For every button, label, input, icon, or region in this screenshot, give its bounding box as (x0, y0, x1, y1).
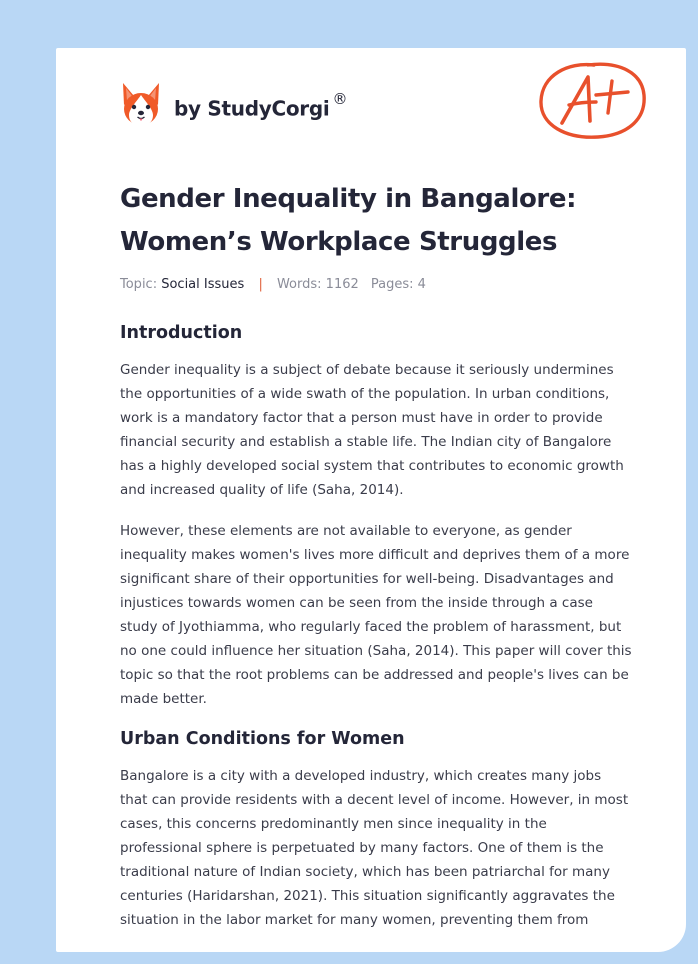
paragraph: Bangalore is a city with a developed industry, which creates many jobs that can provide residents with a decent level of income. However, in most cases, this concerns predominantly men since inequality in the professional sphere is perpetuated by many factors. One of them is the traditional nature of Indian society, which has been patriarchal for many centuries (Haridarshan, 2021). This situation significantly aggravates the situation in the labor market for many women, preventing them from (120, 768, 629, 928)
corgi-logo-icon[interactable] (120, 81, 162, 129)
document-page (56, 48, 686, 952)
brand-name[interactable]: by StudyCorgi ® (174, 89, 348, 121)
word-count: Words: 1162 (276, 277, 359, 292)
a-plus-grade-icon (536, 59, 650, 143)
meta-separator: | (258, 277, 263, 292)
paragraph: Gender inequality is a subject of debate because it seriously undermines the opportunities of a wide swath of the population. In urban conditions, work is a mandatory factor that a person must have in order to provide financial security and establish a stable life. The Indian city of Bangalore has a highly developed social system that contributes to economic growth and increased quality of life (Saha, 2014). (120, 362, 624, 498)
registered-mark: ® (332, 89, 348, 108)
topic-label: Topic: (120, 277, 158, 292)
topic-link[interactable]: Social Issues (161, 277, 245, 292)
article-meta (120, 276, 632, 294)
page-count: Pages: 4 (370, 277, 426, 292)
paragraph: However, these elements are not available to everyone, as gender inequality makes women's lives more difficult and deprives them of a more significant share of their opportunities for well-being. Disadvantages and injustices towards women can be seen from the inside through a case study of Jyothiamma, who regularly faced the problem of harassment, but no one could influence her situation (Saha, 2014). This paper will cover this topic so that the root problems can be addressed and people's lives can be made better. (120, 523, 632, 707)
article (120, 178, 632, 932)
section-heading-urban-conditions: Urban Conditions for Women (120, 729, 405, 749)
section-heading-introduction: Introduction (120, 323, 243, 343)
site-header (120, 75, 347, 135)
article-title: Gender Inequality in Bangalore: Women’s Workplace Struggles (120, 184, 577, 257)
